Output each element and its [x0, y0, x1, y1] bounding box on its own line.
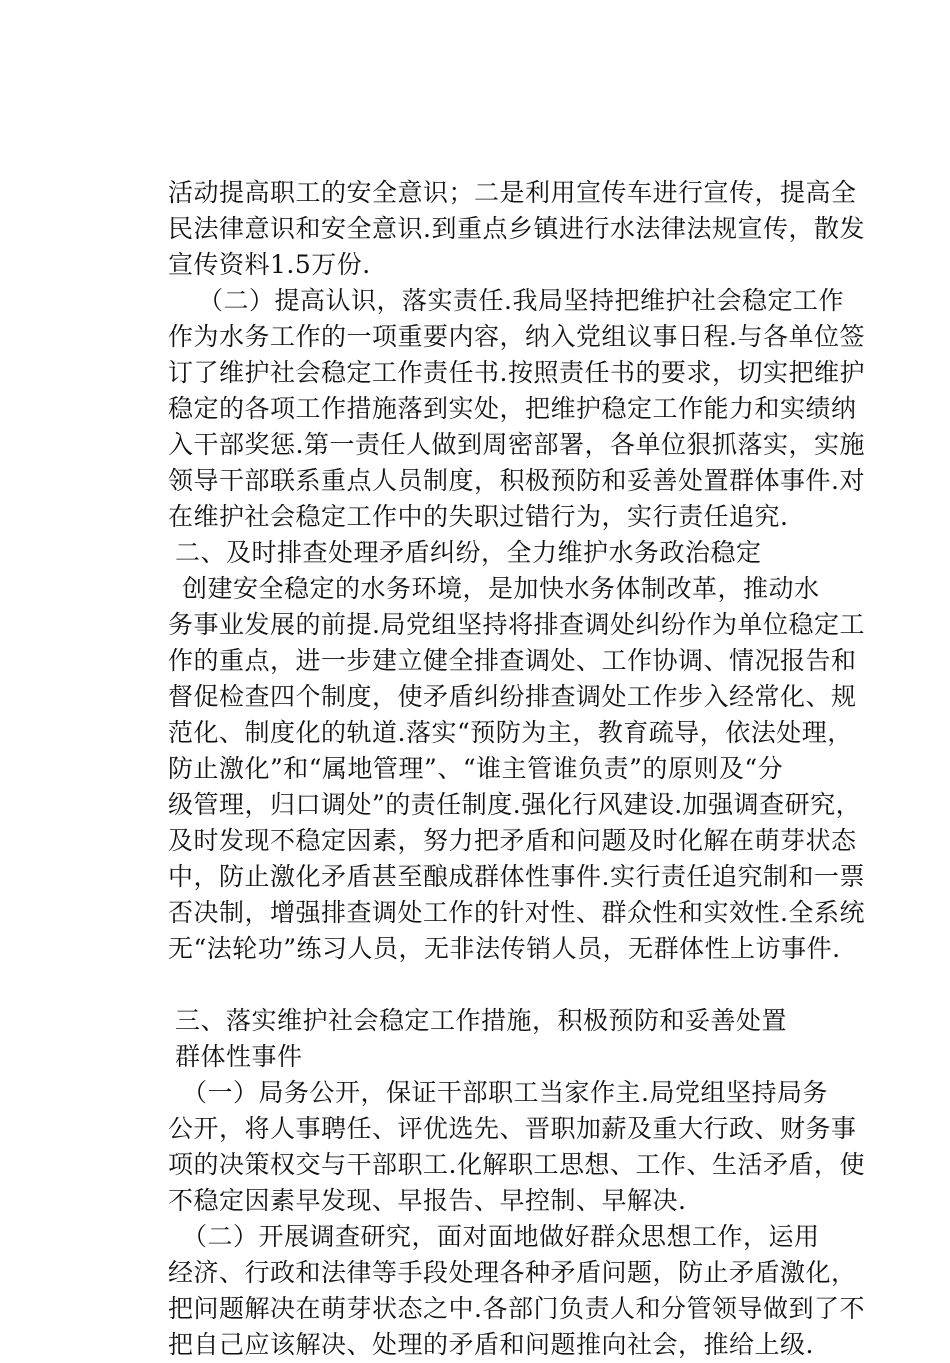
text-line: 把问题解决在萌芽状态之中.各部门负责人和分管领导做到了不 — [168, 1294, 865, 1323]
text-line: 领导干部联系重点人员制度，积极预防和妥善处置群体事件.对 — [168, 466, 865, 495]
section-heading: 二、及时排查处理矛盾纠纷，全力维护水务政治稳定 — [175, 538, 762, 567]
text-line: 宣传资料1.5万份. — [168, 250, 371, 279]
text-line: 民法律意识和安全意识.到重点乡镇进行水法律法规宣传，散发 — [168, 214, 865, 243]
text-line: 作的重点，进一步建立健全排查调处、工作协调、情况报告和 — [168, 646, 857, 675]
text-line: 防止激化”和“属地管理”、“谁主管谁负责”的原则及“分 — [168, 754, 784, 783]
text-line: 把自己应该解决、处理的矛盾和问题推向社会，推给上级. — [168, 1330, 814, 1359]
text-line: 项的决策权交与干部职工.化解职工思想、工作、生活矛盾，使 — [168, 1150, 865, 1179]
text-line: 务事业发展的前提.局党组坚持将排查调处纠纷作为单位稳定工 — [168, 610, 865, 639]
text-line: （一）局务公开，保证干部职工当家作主.局党组坚持局务 — [182, 1078, 828, 1107]
text-line: 作为水务工作的一项重要内容，纳入党组议事日程.与各单位签 — [168, 322, 865, 351]
text-line: 督促检查四个制度，使矛盾纠纷排查调处工作步入经常化、规 — [168, 682, 857, 711]
text-line: 及时发现不稳定因素，努力把矛盾和问题及时化解在萌芽状态 — [168, 826, 857, 855]
text-line: （二）开展调查研究，面对面地做好群众思想工作，运用 — [182, 1222, 820, 1251]
text-line: 中，防止激化矛盾甚至酿成群体性事件.实行责任追究制和一票 — [168, 862, 865, 891]
section-heading: 群体性事件 — [175, 1042, 303, 1071]
text-line: 不稳定因素早发现、早报告、早控制、早解决. — [168, 1186, 687, 1215]
text-line: 稳定的各项工作措施落到实处，把维护稳定工作能力和实绩纳 — [168, 394, 857, 423]
text-line: 级管理，归口调处”的责任制度.强化行风建设.加强调查研究， — [168, 790, 862, 819]
text-line: 订了维护社会稳定工作责任书.按照责任书的要求，切实把维护 — [168, 358, 865, 387]
text-line: 无“法轮功”练习人员，无非法传销人员，无群体性上访事件. — [168, 934, 841, 963]
text-line: 经济、行政和法律等手段处理各种矛盾问题，防止矛盾激化， — [168, 1258, 857, 1287]
text-line: 否决制，增强排查调处工作的针对性、群众性和实效性.全系统 — [168, 898, 865, 927]
text-line: 在维护社会稳定工作中的失职过错行为，实行责任追究. — [168, 502, 789, 531]
text-line: （二）提高认识，落实责任.我局坚持把维护社会稳定工作 — [198, 286, 844, 315]
text-line: 入干部奖惩.第一责任人做到周密部署，各单位狠抓落实，实施 — [168, 430, 865, 459]
text-line: 活动提高职工的安全意识；二是利用宣传车进行宣传，提高全 — [168, 178, 857, 207]
text-line: 范化、制度化的轨道.落实“预防为主，教育疏导，依法处理， — [168, 718, 853, 747]
text-line: 公开，将人事聘任、评优选先、晋职加薪及重大行政、财务事 — [168, 1114, 857, 1143]
text-line: 创建安全稳定的水务环境，是加快水务体制改革，推动水 — [182, 574, 820, 603]
section-heading: 三、落实维护社会稳定工作措施，积极预防和妥善处置 — [175, 1006, 788, 1035]
